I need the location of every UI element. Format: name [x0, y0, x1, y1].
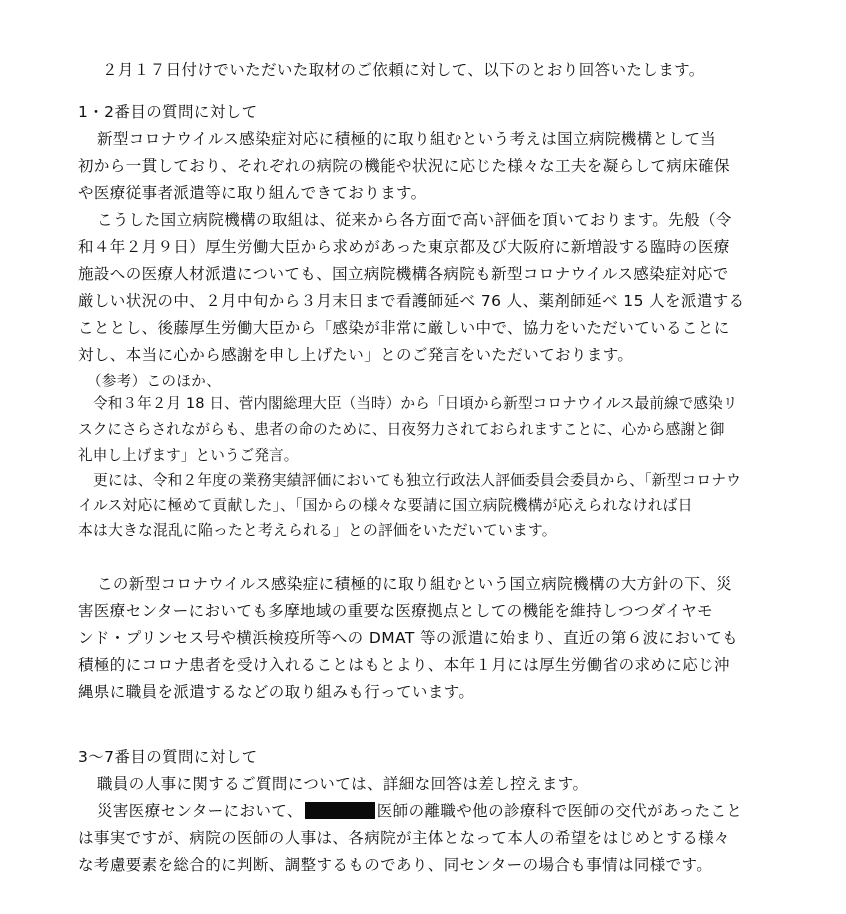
- reference-line: 礼申し上げます」というご発言。: [78, 447, 299, 464]
- section1-line: 厳しい状況の中、２月中旬から３月末日まで看護師延べ 76 人、薬剤師延べ 15 人を派遣する: [78, 292, 745, 310]
- section3-line: な考慮要素を総合的に判断、調整するものであり、同センターの場合も事情は同様です。: [78, 856, 713, 874]
- section2-line: この新型コロナウイルス感染症に積極的に取り組むという国立病院機構の大方針の下、災: [97, 575, 733, 593]
- section2-line: 積極的にコロナ患者を受け入れることはもとより、本年１月には厚生労働省の求めに応じ沖: [78, 656, 730, 674]
- section3-line-after-redaction: 医師の離職や他の診療科で医師の交代があったこと: [376, 802, 743, 820]
- section1-line: 和４年２月９日）厚生労働大臣から求めがあった東京都及び大阪府に新増設する臨時の医療: [78, 238, 730, 256]
- section1-heading: 1・2番目の質問に対して: [78, 103, 258, 121]
- section3-heading: 3～7番目の質問に対して: [78, 748, 258, 766]
- section3-line-before-redaction: 災害医療センターにおいて、: [97, 802, 303, 820]
- section2-line: 害医療センターにおいても多摩地域の重要な医療拠点としての機能を維持しつつダイヤモ: [78, 602, 714, 620]
- intro-paragraph: ２月１７日付けでいただいた取材のご依頼に対して、以下のとおり回答いたします。: [102, 61, 705, 79]
- redaction-bar: [305, 802, 375, 819]
- section1-line: や医療従事者派遣等に取り組んできております。: [78, 184, 427, 202]
- evaluation-line: イルス対応に極めて貢献した」、「国からの様々な要請に国立病院機構が応えられなければ日: [78, 497, 693, 514]
- section1-line: こうした国立病院機構の取組は、従来から各方面で高い評価を頂いております。先般（令: [97, 211, 732, 229]
- reference-line: 令和３年２月 18 日、菅内閣総理大臣（当時）から「日頃から新型コロナウイルス最前線で感染リ: [93, 395, 738, 412]
- section1-line: 初から一貫しており、それぞれの病院の機能や状況に応じた様々な工夫を凝らして病床確保: [78, 157, 730, 175]
- evaluation-line: 更には、令和２年度の業務実績評価においても独立行政法人評価委員会委員から、「新型コロナウ: [93, 472, 742, 489]
- reference-line: スクにさらされながらも、患者の命のために、日夜努力されておられますことに、心から感謝と御: [78, 421, 725, 438]
- section1-line: 施設への医療人材派遣についても、国立病院機構各病院も新型コロナウイルス感染症対応で: [78, 265, 729, 283]
- section1-line: 新型コロナウイルス感染症対応に積極的に取り組むという考えは国立病院機構として当: [97, 130, 717, 148]
- section1-line: 対し、本当に心から感謝を申し上げたい」とのご発言をいただいております。: [78, 346, 634, 364]
- section2-line: ンド・プリンセス号や横浜検疫所等への DMAT 等の派遣に始まり、直近の第６波においても: [78, 629, 739, 647]
- section2-line: 縄県に職員を派遣するなどの取り組みも行っています。: [78, 683, 475, 701]
- section3-line: 職員の人事に関するご質問については、詳細な回答は差し控えます。: [97, 775, 589, 793]
- section3-line: は事実ですが、病院の医師の人事は、各病院が主体となって本人の希望をはじめとする様々: [78, 829, 730, 847]
- section3-line-with-redaction: [97, 801, 742, 821]
- evaluation-line: 本は大きな混乱に陥ったと考えられる」との評価をいただいています。: [78, 522, 557, 539]
- reference-label: （参考）このほか、: [87, 374, 222, 390]
- section1-line: こととし、後藤厚生労働大臣から「感染が非常に厳しい中で、協力をいただいていることに: [78, 319, 730, 337]
